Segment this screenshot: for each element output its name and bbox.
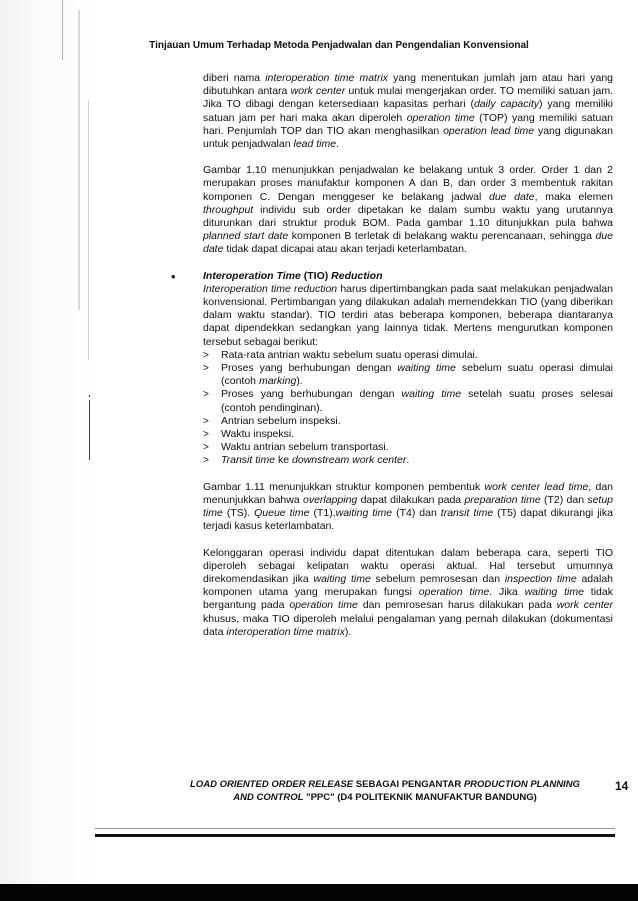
text-run: harus dipertimbangkan pada saat melakukan penjadwalan konvensional. Pertimbangan yang dilakukan adalah memendekkan TIO (yang diberikan dalam waktu standar). TIO terdiri atas beberapa komponen, beberapa diantaranya dapat dipendekkan sedangkan yang lainnya tidak. Mertens mengurutkan komponen tersebut sebagai berikut: <box>203 282 613 348</box>
italic-term: planned start date <box>203 230 289 243</box>
paragraph <box>203 481 613 534</box>
section-title <box>203 270 613 283</box>
scan-speck <box>89 400 90 460</box>
italic-term: inspection time <box>504 572 577 585</box>
text-run: Waktu antrian sebelum transportasi. <box>221 441 389 454</box>
list-item-text <box>221 415 341 427</box>
list-item-text <box>221 388 613 413</box>
text-run: ) yang memiliki satuan jam per hari maka akan diperoleh <box>203 98 613 124</box>
italic-term: Interoperation time reduction <box>203 282 338 295</box>
italic-term: Transit time <box>221 454 276 467</box>
footer-rule-thin <box>95 828 615 829</box>
text-run: Antrian sebelum inspeksi. <box>221 414 341 427</box>
body-text <box>171 72 614 652</box>
italic-term: operation time <box>406 111 475 124</box>
list-item <box>203 415 613 428</box>
text-run: setelah suatu proses selesai (contoh pendinginan). <box>221 388 613 414</box>
text-run: Proses yang berhubungan dengan <box>221 362 398 375</box>
footer-part: AND CONTROL <box>233 792 304 803</box>
italic-term: due date <box>489 190 535 203</box>
italic-term: operation time <box>418 586 490 599</box>
text-run: (T1), <box>309 507 336 520</box>
list-item <box>203 349 613 362</box>
italic-term: overlapping <box>302 493 358 506</box>
text-run: Rata-rata antrian waktu sebelum suatu operasi dimulai. <box>221 348 478 361</box>
text-run: Proses yang berhubungan dengan <box>221 388 402 401</box>
bullet-dot-icon: • <box>171 268 176 284</box>
italic-term: marking <box>258 375 297 388</box>
text-run: , maka elemen <box>534 190 613 203</box>
footer-part: "PPC" (D4 POLITEKNIK MANUFAKTUR BANDUNG) <box>303 792 537 803</box>
italic-term: downstream work center <box>292 454 407 467</box>
text-run: ). <box>344 625 352 638</box>
scan-speck <box>88 100 89 360</box>
footer-part: PRODUCTION PLANNING <box>463 779 580 790</box>
italic-term: work center <box>290 85 346 98</box>
italic-term: daily capacity <box>473 98 539 111</box>
text-run: diberi nama <box>203 72 266 84</box>
list-item <box>203 362 613 388</box>
text-run: (T5) dapat dikurangi jika terjadi kasus keterlambatan. <box>203 507 613 533</box>
text-run: tidak dapat dicapai atau akan terjadi keterlambatan. <box>223 243 467 256</box>
list-item-text <box>221 428 294 440</box>
italic-term: lead time <box>293 138 337 151</box>
text-run: dan pemrosesan harus dilakukan pada <box>357 599 557 612</box>
italic-term: operation lead time <box>443 124 535 137</box>
arrow-bullet-icon: > <box>203 455 209 467</box>
text-run: dapat dilakukan pada <box>357 493 465 506</box>
bullet-section <box>171 268 613 468</box>
running-footer <box>155 778 615 804</box>
text-run: yang menentukan jumlah jam atau hari yang dibutuhkan antara <box>203 72 614 98</box>
text-run: , dan menunjukkan bahwa <box>203 480 613 506</box>
text-run: sebelum pemrosesan dan <box>370 572 505 585</box>
arrow-bullet-icon: > <box>203 389 209 401</box>
list-item-text <box>221 362 613 387</box>
italic-term: due date <box>203 230 613 256</box>
section-title-part: Interoperation Time <box>203 269 301 282</box>
italic-term: throughput <box>203 203 254 216</box>
scan-speck <box>89 395 90 397</box>
list-item-text <box>221 349 478 361</box>
scan-bottom-band <box>0 884 638 901</box>
text-run: . Jika <box>489 586 525 599</box>
italic-term: transit time <box>440 507 494 520</box>
italic-term: operation time <box>289 599 358 612</box>
text-run: untuk mulai mengerjakan order. TO memiliki satuan jam. Jika TO dibagi dengan ketersediaan kapasitas perhari ( <box>203 85 613 111</box>
italic-term: work center lead time <box>484 480 589 493</box>
text-run: Waktu inspeksi. <box>221 428 295 441</box>
text-run: (TS). <box>222 507 255 520</box>
italic-term: work center <box>556 599 613 612</box>
italic-term: waiting time <box>397 362 456 375</box>
italic-term: waiting time <box>313 572 371 585</box>
text-run: adalah komponen utama yang merupakan fungsi <box>203 572 613 599</box>
italic-term: waiting time <box>524 586 584 599</box>
paragraph <box>203 72 613 151</box>
text-run: . <box>406 454 410 467</box>
section-intro <box>203 283 613 349</box>
paragraph <box>203 547 613 639</box>
tio-components-list <box>203 349 613 468</box>
italic-term: Queue time <box>254 507 310 520</box>
list-item <box>203 428 613 441</box>
arrow-bullet-icon: > <box>203 442 209 454</box>
list-item <box>203 441 613 454</box>
text-run: individu sub order dipetakan ke dalam sumbu waktu yang urutannya diturunkan dari struktur produk BOM. Pada gambar 1.10 ditunjukkan pula bahwa <box>203 203 613 230</box>
list-item <box>203 388 613 414</box>
paragraph <box>203 164 613 256</box>
text-run: (TOP) yang memiliki satuan hari. Penjumlah TOP dan TIO akan menghasilkan <box>203 111 613 137</box>
arrow-bullet-icon: > <box>203 349 209 361</box>
page-number: 14 <box>615 779 629 793</box>
text-run: sebelum suatu operasi dimulai (contoh <box>221 362 613 388</box>
arrow-bullet-icon: > <box>203 415 209 427</box>
section-title-part: (TIO) <box>303 269 329 282</box>
text-run: (T4) dan <box>392 507 441 520</box>
text-run: yang digunakan untuk penjadwalan <box>203 124 613 151</box>
footer-part: LOAD ORIENTED ORDER RELEASE <box>190 779 354 790</box>
section-title-part: Reduction <box>331 269 383 282</box>
text-run: . <box>336 138 340 151</box>
text-run: tidak bergantung pada <box>203 586 613 612</box>
italic-term: interoperation time matrix <box>226 625 345 638</box>
arrow-bullet-icon: > <box>203 429 209 441</box>
text-run: Kelonggaran operasi individu dapat ditentukan dalam beberapa cara, seperti TIO diperoleh sebagai kelipatan waktu operasi aktual. Hal tersebut umumnya direkomendasikan jika <box>203 546 613 585</box>
footer-rule-thick <box>95 834 615 837</box>
text-run: ). <box>296 375 303 388</box>
text-run: khusus, maka TIO diperoleh melalui pengalaman yang pernah dilakukan (dokumentasi data <box>203 612 613 638</box>
footer-line-2 <box>155 791 615 804</box>
list-item-text <box>221 454 409 466</box>
text-run: (T2) dan <box>540 493 588 506</box>
italic-term: waiting time <box>335 507 393 520</box>
italic-term: interoperation time matrix <box>265 72 389 84</box>
footer-line-1 <box>155 778 615 791</box>
footer-part: SEBAGAI PENGANTAR <box>353 779 464 790</box>
list-item <box>203 454 613 467</box>
text-run: ke <box>275 454 293 467</box>
italic-term: setup time <box>203 493 614 520</box>
scan-margin-shading <box>0 0 95 901</box>
running-header: Tinjauan Umum Terhadap Metoda Penjadwalan dan Pengendalian Konvensional <box>149 40 529 51</box>
italic-term: preparation time <box>464 493 541 506</box>
text-run: komponen B terletak di belakang waktu perencanaan, sehingga <box>288 230 596 243</box>
list-item-text <box>221 441 389 453</box>
italic-term: waiting time <box>401 388 462 401</box>
scan-speck <box>62 0 63 60</box>
arrow-bullet-icon: > <box>203 363 209 375</box>
scan-speck <box>78 10 80 310</box>
text-run: Gambar 1.11 menunjukkan struktur komponen pembentuk <box>203 480 485 493</box>
text-run: Gambar 1.10 menunjukkan penjadwalan ke belakang untuk 3 order. Order 1 dan 2 merupakan proses manufaktur komponen A dan B, dan order 3 membentuk rakitan komponen C. Dengan menggeser ke belakang jadwal <box>203 164 613 203</box>
